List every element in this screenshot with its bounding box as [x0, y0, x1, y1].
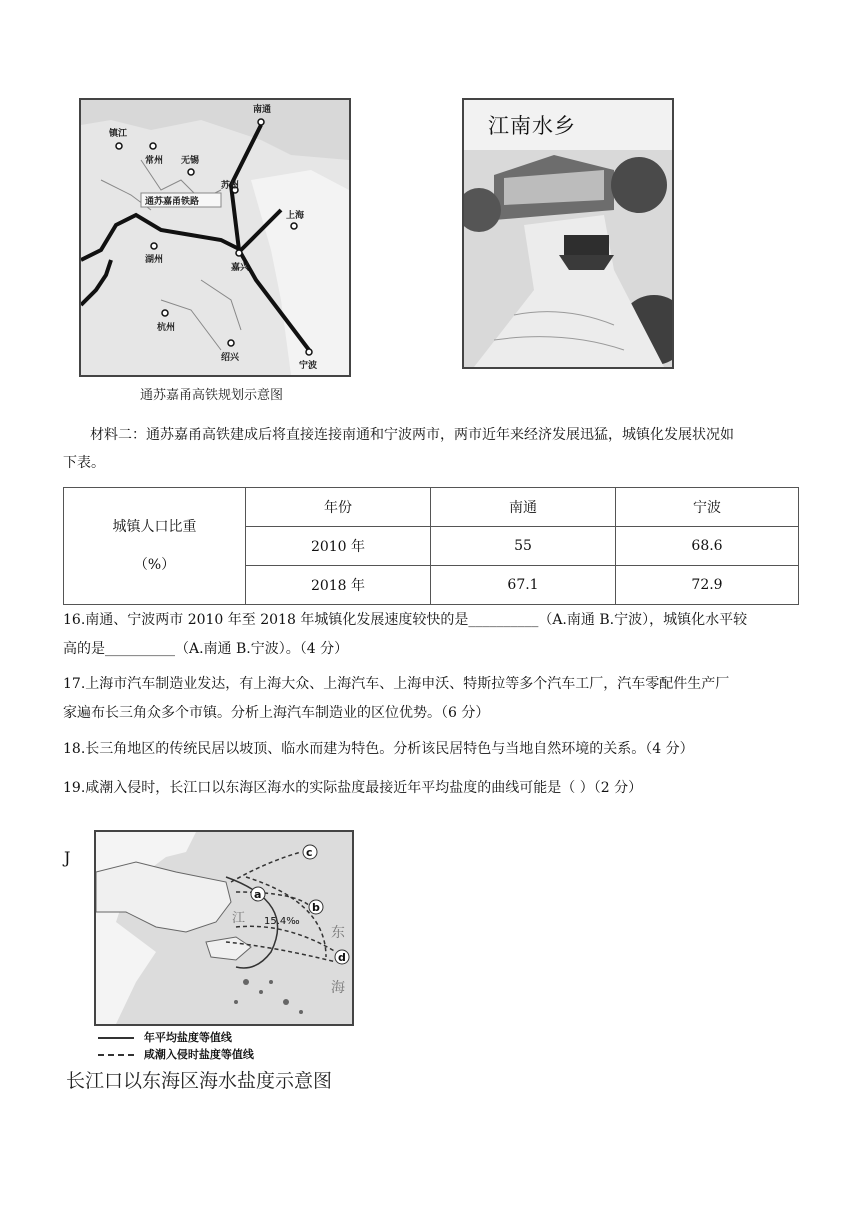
table-cell: 67.1 — [431, 566, 616, 605]
legend-annual — [98, 1029, 232, 1045]
row-header-cell — [64, 488, 246, 605]
salinity-value-label: 15.4‰ — [264, 916, 300, 927]
route-label: 通苏嘉甬铁路 — [145, 197, 200, 207]
table-cell: 68.6 — [616, 527, 799, 566]
city-label: 杭州 — [157, 323, 176, 333]
col-header-year: 年份 — [246, 488, 431, 527]
city-label: 苏州 — [221, 181, 240, 191]
col-header-ningbo: 宁波 — [616, 488, 799, 527]
salinity-map-drawing — [96, 832, 352, 1024]
col-header-nantong: 南通 — [431, 488, 616, 527]
question-16-line1: 16.南通、宁波两市 2010 年至 2018 年城镇化发展速度较快的是__________（A.南通 B.宁波），城镇化水平较 — [63, 612, 748, 628]
question-17-line2: 家遍布长三角众多个市镇。分析上海汽车制造业的区位优势。（6 分） — [63, 705, 490, 721]
urbanization-table — [63, 487, 799, 605]
question-16-line2: 高的是__________（A.南通 B.宁波）。（4 分） — [63, 641, 349, 657]
row-header-title: 城镇人口比重 — [112, 519, 197, 535]
river-label: 江 — [232, 911, 246, 926]
material2-line1: 材料二：通苏嘉甬高铁建成后将直接连接南通和宁波两市，两市近年来经济发展迅猛，城镇化发展状况如 — [90, 427, 734, 443]
photo-title: 江南水乡 — [488, 114, 576, 138]
question-17 — [63, 670, 803, 728]
table-cell: 55 — [431, 527, 616, 566]
sea-label-east: 东 — [331, 925, 345, 941]
curve-label-b: b — [312, 901, 320, 914]
water-town-drawing — [464, 100, 672, 367]
city-label: 南通 — [253, 105, 272, 115]
legend-intrusion — [98, 1046, 254, 1062]
margin-mark: J — [64, 848, 71, 867]
material2-line2: 下表。 — [63, 455, 105, 471]
question-18: 18.长三角地区的传统民居以坡顶、临水而建为特色。分析该民居特色与当地自然环境的关系。（4 分） — [63, 741, 694, 757]
legend-annual-label: 年平均盐度等值线 — [143, 1031, 232, 1044]
row-header-unit: （%） — [133, 557, 176, 573]
curve-label-d: d — [338, 951, 346, 964]
city-label: 上海 — [286, 211, 305, 221]
curve-label-a: a — [254, 888, 262, 901]
city-label: 无锡 — [181, 156, 200, 166]
rail-plan-map-drawing — [81, 100, 349, 375]
legend-solid-swatch — [98, 1037, 134, 1039]
table-cell: 2018 年 — [246, 566, 431, 605]
salinity-map — [94, 830, 354, 1026]
salinity-map-caption: 长江口以东海区海水盐度示意图 — [66, 1070, 333, 1092]
city-label: 镇江 — [109, 129, 128, 139]
rail-plan-map — [79, 98, 351, 377]
city-label: 绍兴 — [221, 353, 240, 363]
sea-label-sea: 海 — [331, 980, 345, 996]
water-town-photo — [462, 98, 674, 369]
curve-label-c: c — [306, 846, 313, 859]
question-17-line1: 17.上海市汽车制造业发达，有上海大众、上海汽车、上海申沃、特斯拉等多个汽车工厂，汽车零配件生产厂 — [63, 676, 730, 692]
city-label: 宁波 — [299, 361, 318, 371]
question-16 — [63, 606, 803, 664]
table-cell: 2010 年 — [246, 527, 431, 566]
table-cell: 72.9 — [616, 566, 799, 605]
legend-dashed-swatch — [98, 1054, 134, 1056]
rail-plan-caption: 通苏嘉甬高铁规划示意图 — [140, 388, 284, 403]
city-label: 嘉兴 — [231, 263, 250, 273]
question-19: 19.咸潮入侵时，长江口以东海区海水的实际盐度最接近年平均盐度的曲线可能是（ ）（2 分） — [63, 780, 643, 796]
legend-intrusion-label: 咸潮入侵时盐度等值线 — [143, 1048, 254, 1061]
city-label: 湖州 — [145, 255, 164, 265]
city-label: 常州 — [145, 156, 164, 166]
